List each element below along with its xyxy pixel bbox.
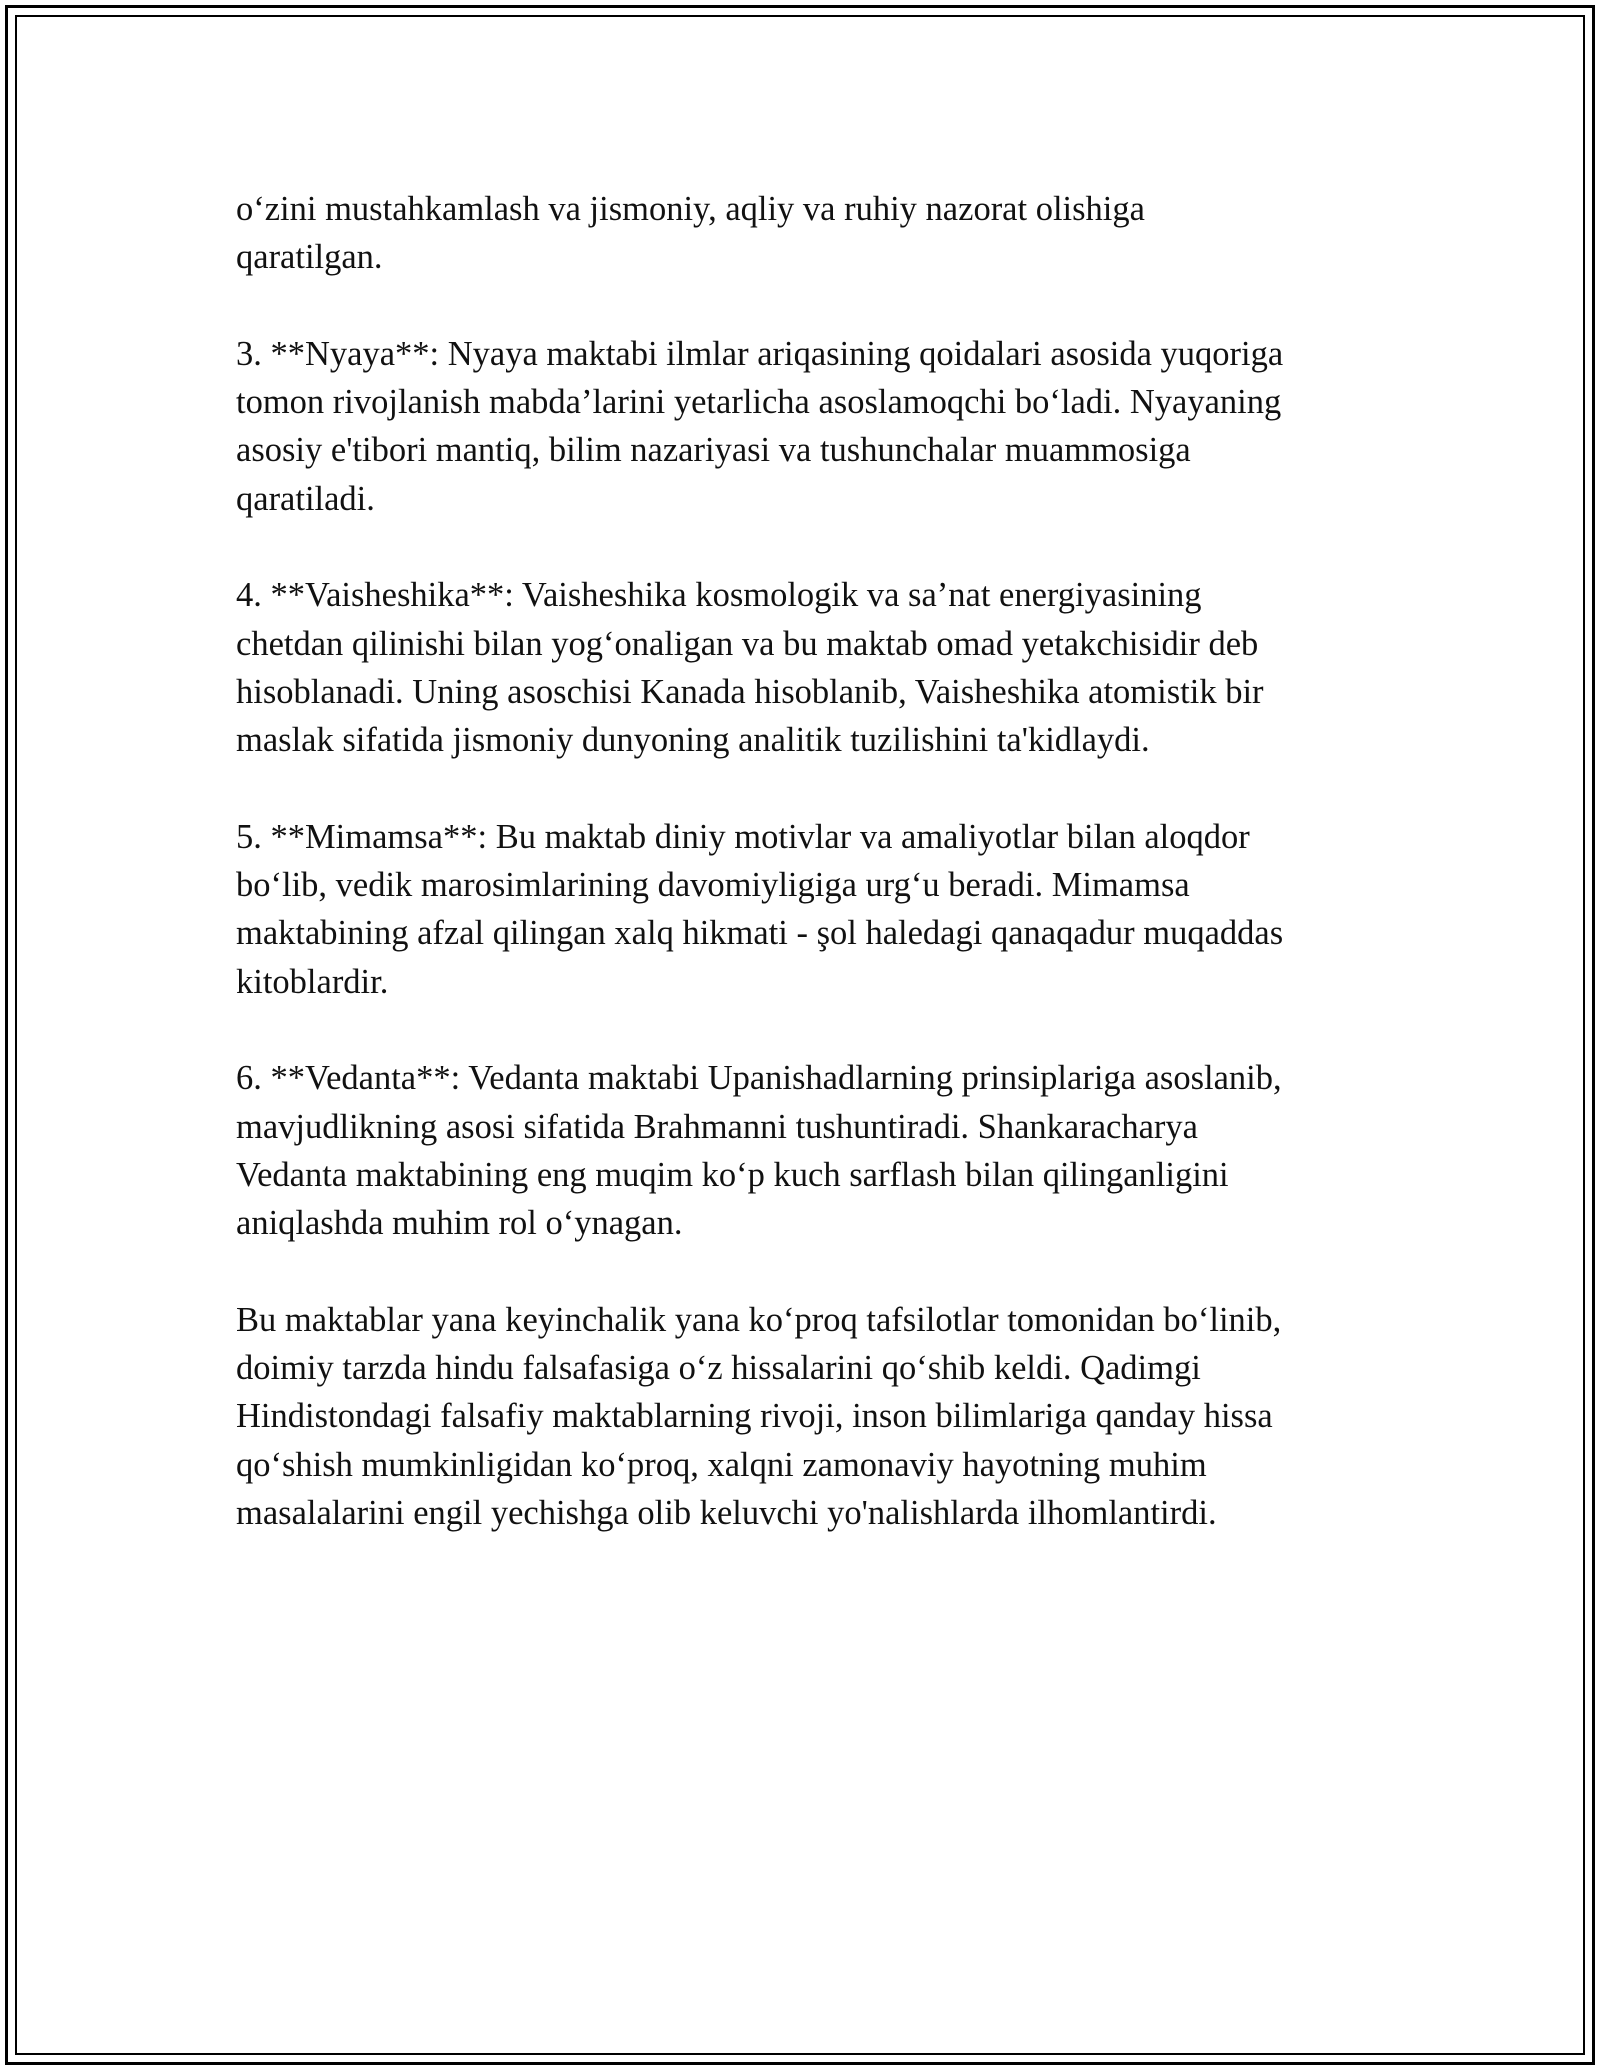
text-line: hisoblanadi. Uning asoschisi Kanada hisoblanib, Vaisheshika atomistik bir [236,672,1264,711]
text-line: Hindistondagi falsafiy maktablarning rivoji, inson bilimlariga qanday hissa [236,1397,1273,1436]
text-line: o‘zini mustahkamlash va jismoniy, aqliy va ruhiy nazorat olishiga [236,190,1145,228]
paragraph-nyaya [236,330,1396,523]
paragraph-vaisheshika [236,571,1396,764]
text-line: mavjudlikning asosi sifatida Brahmanni tushuntiradi. Shankaracharya [236,1107,1198,1146]
text-line: maktabining afzal qilingan xalq hikmati - şol haledagi qanaqadur muqaddas [236,914,1284,953]
text-line: kitoblardir. [236,962,389,1001]
text-line: qaratiladi. [236,479,375,518]
paragraph-conclusion [236,1296,1396,1537]
text-line: qaratilgan. [236,238,383,277]
text-line: 5. **Mimamsa**: Bu maktab diniy motivlar va amaliyotlar bilan aloqdor [236,817,1250,856]
text-line: masalalarini engil yechishga olib keluvchi yo'nalishlarda ilhomlantirdi. [236,1494,1217,1533]
text-line: aniqlashda muhim rol o‘ynagan. [236,1204,683,1243]
text-line: doimiy tarzda hindu falsafasiga o‘z hissalarini qo‘shib keldi. Qadimgi [236,1349,1201,1388]
text-line: bo‘lib, vedik marosimlarining davomiyligiga urg‘u beradi. Mimamsa [236,866,1190,905]
text-line: chetdan qilinishi bilan yog‘onaligan va bu maktab omad yetakchisidir deb [236,624,1259,663]
text-line: Vedanta maktabining eng muqim ko‘p kuch sarflash bilan qilinganligini [236,1155,1229,1194]
paragraph-intro-continuation [236,185,1396,282]
paragraph-vedanta [236,1054,1396,1247]
text-line: 3. **Nyaya**: Nyaya maktabi ilmlar ariqasining qoidalari asosida yuqoriga [236,334,1284,373]
text-line: tomon rivojlanish mabda’larini yetarlicha asoslamoqchi bo‘ladi. Nyayaning [236,383,1282,422]
paragraph-mimamsa [236,813,1396,1006]
text-line: qo‘shish mumkinligidan ko‘proq, xalqni zamonaviy hayotning muhim [236,1445,1207,1484]
document-body [236,185,1396,1586]
text-line: asosiy e'tibori mantiq, bilim nazariyasi va tushunchalar muammosiga [236,431,1191,470]
text-line: 4. **Vaisheshika**: Vaisheshika kosmologik va sa’nat energiyasining [236,576,1202,615]
text-line: Bu maktablar yana keyinchalik yana ko‘proq tafsilotlar tomonidan bo‘linib, [236,1300,1282,1339]
text-line: 6. **Vedanta**: Vedanta maktabi Upanishadlarning prinsiplariga asoslanib, [236,1059,1282,1098]
text-line: maslak sifatida jismoniy dunyoning analitik tuzilishini ta'kidlaydi. [236,721,1150,760]
